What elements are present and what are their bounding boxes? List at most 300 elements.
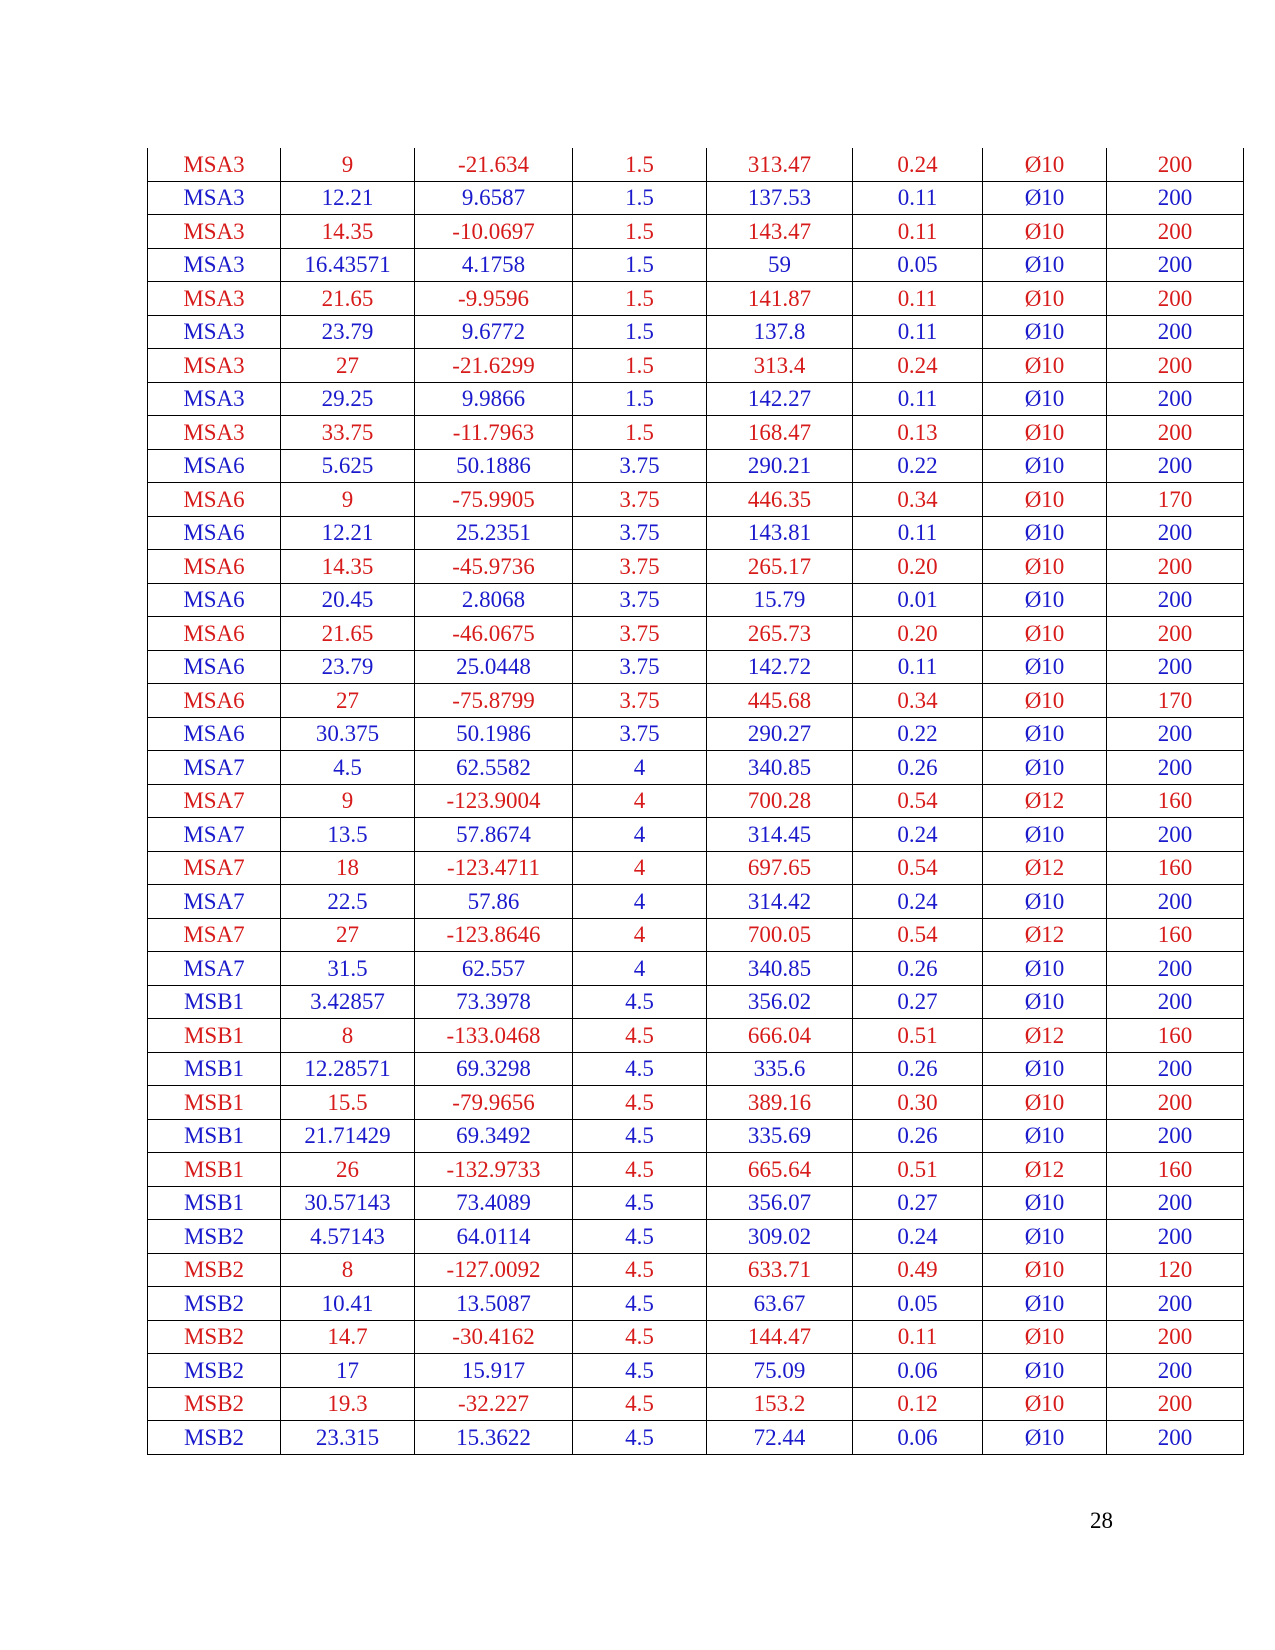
table-cell: 27	[281, 684, 415, 718]
table-row	[148, 1019, 1244, 1053]
table-cell: 200	[1107, 550, 1244, 584]
table-cell: MSB1	[148, 1019, 281, 1053]
table-cell: Ø10	[983, 315, 1107, 349]
table-cell: 15.3622	[415, 1421, 573, 1455]
table-cell: Ø10	[983, 952, 1107, 986]
table-cell: 4.5	[573, 1354, 707, 1388]
table-cell: 4	[573, 885, 707, 919]
table-cell: Ø10	[983, 282, 1107, 316]
table-cell: -21.6299	[415, 349, 573, 383]
table-cell: 137.8	[707, 315, 853, 349]
table-cell: MSB2	[148, 1387, 281, 1421]
page-number: 28	[1090, 1508, 1113, 1533]
table-cell: 700.28	[707, 784, 853, 818]
table-cell: 314.45	[707, 818, 853, 852]
table-cell: 15.917	[415, 1354, 573, 1388]
table-cell: 9.6772	[415, 315, 573, 349]
table-cell: 9	[281, 148, 415, 181]
table-cell: Ø10	[983, 449, 1107, 483]
table-cell: Ø10	[983, 617, 1107, 651]
table-cell: MSA7	[148, 851, 281, 885]
table-cell: 4	[573, 851, 707, 885]
table-cell: 3.75	[573, 617, 707, 651]
table-cell: 15.5	[281, 1086, 415, 1120]
table-cell: -133.0468	[415, 1019, 573, 1053]
table-cell: 200	[1107, 181, 1244, 215]
table-cell: 143.81	[707, 516, 853, 550]
table-cell: 57.8674	[415, 818, 573, 852]
table-cell: MSB2	[148, 1287, 281, 1321]
table-cell: 200	[1107, 1220, 1244, 1254]
table-cell: 59	[707, 248, 853, 282]
table-cell: 200	[1107, 583, 1244, 617]
table-cell: 160	[1107, 1019, 1244, 1053]
table-cell: Ø10	[983, 717, 1107, 751]
table-row	[148, 1320, 1244, 1354]
table-cell: MSA7	[148, 818, 281, 852]
table-cell: 1.5	[573, 382, 707, 416]
table-cell: 4.5	[573, 1421, 707, 1455]
table-cell: 69.3298	[415, 1052, 573, 1086]
table-cell: 22.5	[281, 885, 415, 919]
table-cell: 160	[1107, 1153, 1244, 1187]
table-cell: Ø10	[983, 483, 1107, 517]
table-row	[148, 1119, 1244, 1153]
table-cell: 62.557	[415, 952, 573, 986]
table-cell: 50.1886	[415, 449, 573, 483]
table-cell: 12.21	[281, 181, 415, 215]
table-cell: MSA3	[148, 148, 281, 181]
table-cell: 445.68	[707, 684, 853, 718]
table-cell: 0.11	[853, 181, 983, 215]
table-cell: 168.47	[707, 416, 853, 450]
table-cell: MSA3	[148, 282, 281, 316]
table-cell: 1.5	[573, 215, 707, 249]
table-cell: 20.45	[281, 583, 415, 617]
table-row	[148, 550, 1244, 584]
table-row	[148, 1153, 1244, 1187]
table-cell: 666.04	[707, 1019, 853, 1053]
table-cell: -132.9733	[415, 1153, 573, 1187]
table-cell: 72.44	[707, 1421, 853, 1455]
table-row	[148, 516, 1244, 550]
table-cell: 335.69	[707, 1119, 853, 1153]
table-cell: 9	[281, 784, 415, 818]
table-cell: 23.79	[281, 315, 415, 349]
table-cell: 0.20	[853, 550, 983, 584]
table-cell: 0.05	[853, 1287, 983, 1321]
table-row	[148, 751, 1244, 785]
table-cell: 26	[281, 1153, 415, 1187]
table-cell: MSB1	[148, 1153, 281, 1187]
table-row	[148, 717, 1244, 751]
table-cell: -75.9905	[415, 483, 573, 517]
table-cell: 3.75	[573, 583, 707, 617]
table-cell: 9.9866	[415, 382, 573, 416]
table-cell: 697.65	[707, 851, 853, 885]
table-cell: 75.09	[707, 1354, 853, 1388]
table-cell: 120	[1107, 1253, 1244, 1287]
table-row	[148, 784, 1244, 818]
table-cell: 4.5	[573, 1387, 707, 1421]
table-cell: MSB2	[148, 1354, 281, 1388]
table-row	[148, 148, 1244, 181]
table-cell: Ø10	[983, 516, 1107, 550]
table-cell: 19.3	[281, 1387, 415, 1421]
table-cell: MSA6	[148, 583, 281, 617]
table-cell: 200	[1107, 248, 1244, 282]
table-cell: 160	[1107, 784, 1244, 818]
table-cell: 12.28571	[281, 1052, 415, 1086]
table-cell: Ø10	[983, 885, 1107, 919]
table-cell: MSA7	[148, 784, 281, 818]
table-cell: Ø10	[983, 1387, 1107, 1421]
table-row	[148, 382, 1244, 416]
table-cell: 200	[1107, 282, 1244, 316]
table-cell: -79.9656	[415, 1086, 573, 1120]
table-cell: 3.75	[573, 684, 707, 718]
table-cell: 340.85	[707, 751, 853, 785]
table-cell: 0.27	[853, 1186, 983, 1220]
table-cell: 141.87	[707, 282, 853, 316]
table-cell: 4.5	[573, 1253, 707, 1287]
table-row	[148, 650, 1244, 684]
table-cell: 200	[1107, 1320, 1244, 1354]
table-cell: 309.02	[707, 1220, 853, 1254]
table-cell: Ø12	[983, 1153, 1107, 1187]
table-cell: 4.5	[573, 1287, 707, 1321]
table-cell: 0.22	[853, 717, 983, 751]
table-cell: 62.5582	[415, 751, 573, 785]
table-cell: MSB2	[148, 1253, 281, 1287]
table-cell: 200	[1107, 1186, 1244, 1220]
table-cell: 31.5	[281, 952, 415, 986]
table-cell: 4.5	[573, 1186, 707, 1220]
table-row	[148, 583, 1244, 617]
table-cell: 25.2351	[415, 516, 573, 550]
table-cell: 200	[1107, 382, 1244, 416]
table-cell: 137.53	[707, 181, 853, 215]
table-cell: 200	[1107, 148, 1244, 181]
table-row	[148, 885, 1244, 919]
table-cell: 8	[281, 1253, 415, 1287]
table-cell: MSA3	[148, 382, 281, 416]
table-cell: 0.11	[853, 215, 983, 249]
table-cell: 3.75	[573, 516, 707, 550]
table-cell: -11.7963	[415, 416, 573, 450]
table-cell: 73.3978	[415, 985, 573, 1019]
table-cell: 4.1758	[415, 248, 573, 282]
table-cell: 0.30	[853, 1086, 983, 1120]
table-cell: 5.625	[281, 449, 415, 483]
table-row	[148, 985, 1244, 1019]
table-cell: 1.5	[573, 315, 707, 349]
table-cell: 0.51	[853, 1153, 983, 1187]
table-cell: 4	[573, 952, 707, 986]
table-cell: Ø12	[983, 851, 1107, 885]
table-cell: 21.65	[281, 617, 415, 651]
table-cell: 142.27	[707, 382, 853, 416]
table-cell: 4.5	[573, 1052, 707, 1086]
table-cell: 389.16	[707, 1086, 853, 1120]
table-cell: 200	[1107, 650, 1244, 684]
table-cell: 4.5	[573, 1220, 707, 1254]
table-cell: Ø12	[983, 918, 1107, 952]
table-cell: 0.26	[853, 1052, 983, 1086]
table-cell: 0.13	[853, 416, 983, 450]
table-cell: 356.02	[707, 985, 853, 1019]
table-cell: 200	[1107, 1354, 1244, 1388]
table-cell: 265.17	[707, 550, 853, 584]
table-cell: 4.5	[573, 1119, 707, 1153]
table-cell: 160	[1107, 918, 1244, 952]
table-cell: 335.6	[707, 1052, 853, 1086]
table-cell: 14.7	[281, 1320, 415, 1354]
table-row	[148, 1354, 1244, 1388]
table-cell: 200	[1107, 349, 1244, 383]
table-cell: 200	[1107, 818, 1244, 852]
table-cell: 700.05	[707, 918, 853, 952]
table-cell: 0.26	[853, 751, 983, 785]
table-cell: 4	[573, 784, 707, 818]
table-cell: 8	[281, 1019, 415, 1053]
table-cell: MSA3	[148, 215, 281, 249]
table-cell: 290.21	[707, 449, 853, 483]
table-cell: 200	[1107, 617, 1244, 651]
table-cell: 200	[1107, 1119, 1244, 1153]
table-row	[148, 851, 1244, 885]
table-cell: Ø10	[983, 1253, 1107, 1287]
table-cell: 4.5	[573, 1086, 707, 1120]
table-cell: 16.43571	[281, 248, 415, 282]
table-cell: 0.24	[853, 349, 983, 383]
table-cell: 265.73	[707, 617, 853, 651]
table-cell: Ø10	[983, 1119, 1107, 1153]
table-cell: 3.75	[573, 483, 707, 517]
table-cell: -45.9736	[415, 550, 573, 584]
table-cell: 160	[1107, 851, 1244, 885]
table-cell: 143.47	[707, 215, 853, 249]
table-cell: MSA7	[148, 885, 281, 919]
table-row	[148, 215, 1244, 249]
table-cell: 0.24	[853, 1220, 983, 1254]
table-body	[148, 148, 1244, 1454]
table-cell: 4.5	[573, 1320, 707, 1354]
table-cell: 0.11	[853, 516, 983, 550]
table-row	[148, 483, 1244, 517]
table-cell: 200	[1107, 516, 1244, 550]
table-cell: -127.0092	[415, 1253, 573, 1287]
table-cell: 15.79	[707, 583, 853, 617]
table-cell: 0.34	[853, 483, 983, 517]
table-cell: 4.5	[573, 1019, 707, 1053]
table-cell: 142.72	[707, 650, 853, 684]
table-cell: 0.06	[853, 1354, 983, 1388]
table-cell: 0.24	[853, 818, 983, 852]
table-cell: -123.4711	[415, 851, 573, 885]
table-cell: Ø10	[983, 751, 1107, 785]
table-cell: MSB2	[148, 1220, 281, 1254]
table-cell: -10.0697	[415, 215, 573, 249]
table-cell: 0.27	[853, 985, 983, 1019]
table-cell: MSA7	[148, 751, 281, 785]
table-cell: -123.9004	[415, 784, 573, 818]
table-cell: 3.75	[573, 650, 707, 684]
table-cell: 0.20	[853, 617, 983, 651]
table-row	[148, 818, 1244, 852]
table-cell: -123.8646	[415, 918, 573, 952]
table-cell: 27	[281, 918, 415, 952]
table-cell: 153.2	[707, 1387, 853, 1421]
table-cell: Ø10	[983, 650, 1107, 684]
table-cell: MSA3	[148, 315, 281, 349]
table-row	[148, 315, 1244, 349]
table-cell: 0.54	[853, 851, 983, 885]
table-cell: Ø10	[983, 1421, 1107, 1455]
table-cell: 23.315	[281, 1421, 415, 1455]
table-cell: Ø10	[983, 148, 1107, 181]
table-cell: 0.51	[853, 1019, 983, 1053]
table-cell: Ø10	[983, 550, 1107, 584]
table-cell: MSA7	[148, 918, 281, 952]
table-cell: 665.64	[707, 1153, 853, 1187]
table-cell: 200	[1107, 315, 1244, 349]
table-cell: MSA6	[148, 550, 281, 584]
table-cell: Ø12	[983, 784, 1107, 818]
table-cell: Ø10	[983, 181, 1107, 215]
table-cell: -32.227	[415, 1387, 573, 1421]
table-cell: 200	[1107, 985, 1244, 1019]
table-row	[148, 1421, 1244, 1455]
table-cell: 313.4	[707, 349, 853, 383]
table-cell: 0.12	[853, 1387, 983, 1421]
reinforcement-table	[147, 148, 1244, 1455]
table-cell: 0.34	[853, 684, 983, 718]
table-cell: 0.26	[853, 1119, 983, 1153]
table-cell: 0.11	[853, 382, 983, 416]
table-cell: 0.11	[853, 315, 983, 349]
table-row	[148, 918, 1244, 952]
table-cell: 4	[573, 751, 707, 785]
table-row	[148, 1086, 1244, 1120]
table-cell: 4.5	[573, 985, 707, 1019]
table-cell: 27	[281, 349, 415, 383]
table-cell: 200	[1107, 1287, 1244, 1321]
table-cell: 0.11	[853, 650, 983, 684]
table-cell: 314.42	[707, 885, 853, 919]
table-cell: 0.26	[853, 952, 983, 986]
table-cell: 12.21	[281, 516, 415, 550]
table-cell: MSA3	[148, 349, 281, 383]
table-cell: 4.5	[573, 1153, 707, 1187]
table-cell: 0.22	[853, 449, 983, 483]
table-row	[148, 449, 1244, 483]
table-row	[148, 617, 1244, 651]
table-cell: MSA6	[148, 650, 281, 684]
table-cell: 63.67	[707, 1287, 853, 1321]
table-cell: 3.75	[573, 550, 707, 584]
table-cell: 0.11	[853, 1320, 983, 1354]
table-cell: 9	[281, 483, 415, 517]
table-cell: 33.75	[281, 416, 415, 450]
table-cell: 0.11	[853, 282, 983, 316]
table-row	[148, 1253, 1244, 1287]
table-row	[148, 684, 1244, 718]
table-cell: 0.01	[853, 583, 983, 617]
table-cell: MSB1	[148, 1119, 281, 1153]
table-cell: 200	[1107, 952, 1244, 986]
table-cell: Ø10	[983, 684, 1107, 718]
table-row	[148, 248, 1244, 282]
table-cell: 200	[1107, 215, 1244, 249]
table-row	[148, 1186, 1244, 1220]
table-row	[148, 1052, 1244, 1086]
table-cell: 17	[281, 1354, 415, 1388]
table-cell: 200	[1107, 1086, 1244, 1120]
table-cell: 4.57143	[281, 1220, 415, 1254]
table-cell: Ø10	[983, 215, 1107, 249]
table-cell: 57.86	[415, 885, 573, 919]
table-cell: 0.06	[853, 1421, 983, 1455]
table-cell: 25.0448	[415, 650, 573, 684]
table-cell: 200	[1107, 717, 1244, 751]
table-cell: 13.5	[281, 818, 415, 852]
table-cell: MSB1	[148, 1086, 281, 1120]
table-cell: Ø10	[983, 1052, 1107, 1086]
table-cell: Ø10	[983, 985, 1107, 1019]
table-row	[148, 416, 1244, 450]
table-cell: 1.5	[573, 282, 707, 316]
table-cell: Ø10	[983, 1320, 1107, 1354]
table-cell: 2.8068	[415, 583, 573, 617]
table-cell: 4	[573, 918, 707, 952]
table-cell: -46.0675	[415, 617, 573, 651]
table-cell: 50.1986	[415, 717, 573, 751]
table-row	[148, 1287, 1244, 1321]
table-cell: MSA6	[148, 449, 281, 483]
table-cell: 0.05	[853, 248, 983, 282]
table-cell: 14.35	[281, 215, 415, 249]
table-cell: 356.07	[707, 1186, 853, 1220]
table-cell: 29.25	[281, 382, 415, 416]
table-cell: MSA6	[148, 516, 281, 550]
table-cell: 0.54	[853, 784, 983, 818]
table-cell: 290.27	[707, 717, 853, 751]
table-cell: 0.49	[853, 1253, 983, 1287]
table-cell: 69.3492	[415, 1119, 573, 1153]
table-cell: MSA6	[148, 717, 281, 751]
table-cell: Ø10	[983, 1287, 1107, 1321]
table-cell: 4	[573, 818, 707, 852]
table-cell: MSB1	[148, 1186, 281, 1220]
table-cell: 200	[1107, 751, 1244, 785]
table-cell: 30.375	[281, 717, 415, 751]
table-cell: Ø10	[983, 583, 1107, 617]
table-cell: 13.5087	[415, 1287, 573, 1321]
table-cell: 1.5	[573, 248, 707, 282]
table-cell: MSB1	[148, 1052, 281, 1086]
table-cell: 200	[1107, 1387, 1244, 1421]
table-cell: MSB1	[148, 985, 281, 1019]
table-cell: 3.75	[573, 717, 707, 751]
table-cell: 0.24	[853, 885, 983, 919]
table-row	[148, 1387, 1244, 1421]
table-cell: -75.8799	[415, 684, 573, 718]
table-cell: Ø10	[983, 1220, 1107, 1254]
table-cell: Ø10	[983, 382, 1107, 416]
table-cell: Ø10	[983, 349, 1107, 383]
table-cell: -21.634	[415, 148, 573, 181]
